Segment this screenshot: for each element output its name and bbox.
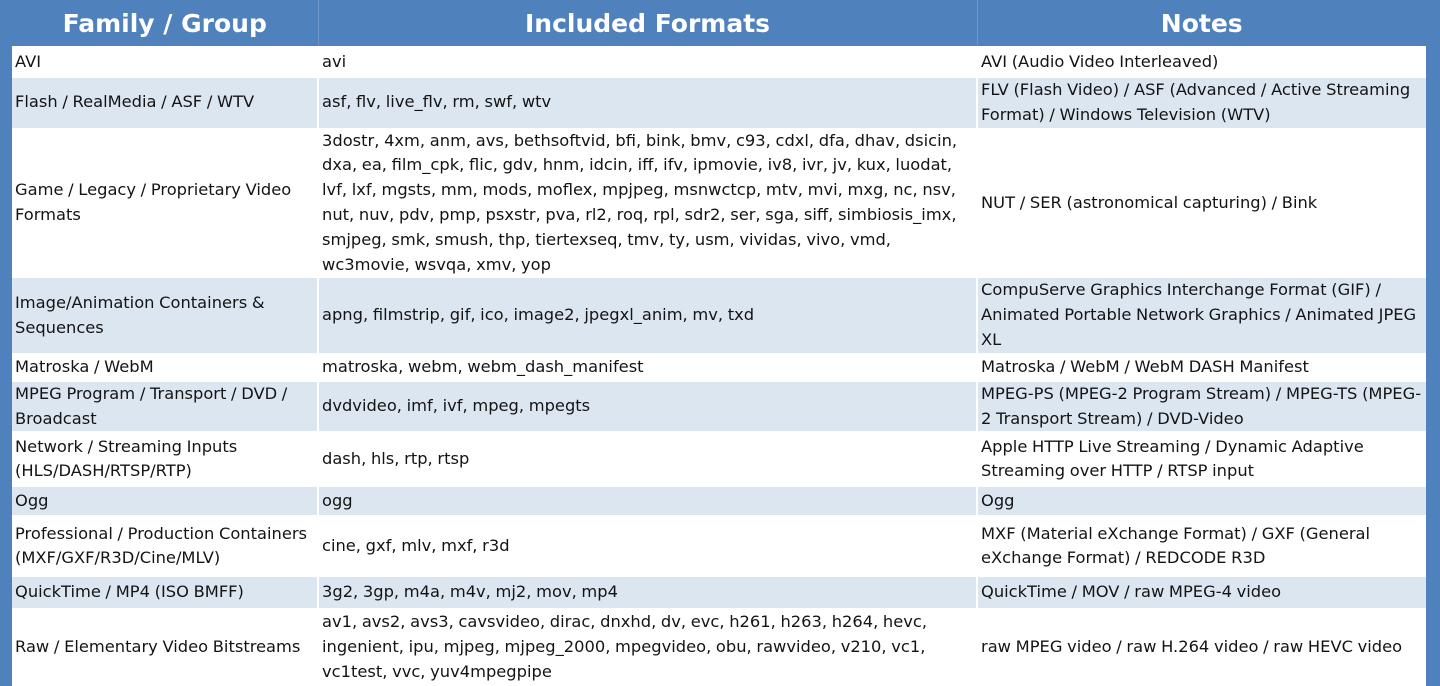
table-row — [12, 78, 1426, 129]
header-family-group: Family / Group — [12, 0, 318, 47]
formats-cell: matroska, webm, webm_dash_manifest — [318, 353, 977, 381]
formats-cell: apng, filmstrip, gif, ico, image2, jpegxl_anim, mv, txd — [318, 278, 977, 353]
formats-cell: ogg — [318, 487, 977, 516]
family-cell: QuickTime / MP4 (ISO BMFF) — [12, 577, 318, 609]
notes-cell: Apple HTTP Live Streaming / Dynamic Adaptive Streaming over HTTP / RTSP input — [977, 432, 1426, 487]
table-row — [12, 432, 1426, 487]
family-cell: Game / Legacy / Proprietary Video Formats — [12, 128, 318, 278]
formats-cell: 3g2, 3gp, m4a, m4v, mj2, mov, mp4 — [318, 577, 977, 609]
table-row — [12, 516, 1426, 577]
notes-cell: QuickTime / MOV / raw MPEG-4 video — [977, 577, 1426, 609]
table-row — [12, 353, 1426, 381]
header-notes: Notes — [977, 0, 1426, 47]
notes-cell: AVI (Audio Video Interleaved) — [977, 47, 1426, 78]
table-row — [12, 487, 1426, 516]
family-cell: MPEG Program / Transport / DVD / Broadcast — [12, 381, 318, 432]
table-row — [12, 609, 1426, 686]
formats-cell: dvdvideo, imf, ivf, mpeg, mpegts — [318, 381, 977, 432]
notes-cell: NUT / SER (astronomical capturing) / Bink — [977, 128, 1426, 278]
family-cell: AVI — [12, 47, 318, 78]
table-row — [12, 577, 1426, 609]
formats-cell: av1, avs2, avs3, cavsvideo, dirac, dnxhd, dv, evc, h261, h263, h264, hevc, ingenient, ipu, mjpeg, mjpeg_2000, mpegvideo, obu, rawvideo, v210, vc1, vc1test, vvc, yuv4mpegpipe — [318, 609, 977, 686]
family-cell: Flash / RealMedia / ASF / WTV — [12, 78, 318, 129]
notes-cell: Matroska / WebM / WebM DASH Manifest — [977, 353, 1426, 381]
formats-cell: avi — [318, 47, 977, 78]
notes-cell: FLV (Flash Video) / ASF (Advanced / Active Streaming Format) / Windows Television (WTV) — [977, 78, 1426, 129]
table-row — [12, 128, 1426, 278]
header-included-formats: Included Formats — [318, 0, 977, 47]
table-row — [12, 278, 1426, 353]
family-cell: Ogg — [12, 487, 318, 516]
formats-table — [12, 0, 1426, 686]
table-row — [12, 381, 1426, 432]
notes-cell: raw MPEG video / raw H.264 video / raw HEVC video — [977, 609, 1426, 686]
family-cell: Image/Animation Containers & Sequences — [12, 278, 318, 353]
family-cell: Network / Streaming Inputs (HLS/DASH/RTSP/RTP) — [12, 432, 318, 487]
family-cell: Matroska / WebM — [12, 353, 318, 381]
notes-cell: MPEG-PS (MPEG-2 Program Stream) / MPEG-TS (MPEG-2 Transport Stream) / DVD-Video — [977, 381, 1426, 432]
family-cell: Raw / Elementary Video Bitstreams — [12, 609, 318, 686]
header-row — [12, 0, 1426, 47]
table-body — [12, 47, 1426, 686]
family-cell: Professional / Production Containers (MXF/GXF/R3D/Cine/MLV) — [12, 516, 318, 577]
formats-cell: 3dostr, 4xm, anm, avs, bethsoftvid, bfi, bink, bmv, c93, cdxl, dfa, dhav, dsicin, dxa, ea, film_cpk, flic, gdv, hnm, idcin, iff, ifv, ipmovie, iv8, ivr, jv, kux, luodat, lvf, lxf, mgsts, mm, mods, moflex, mpjpeg, msnwctcp, mtv, mvi, mxg, nc, nsv, nut, nuv, pdv, pmp, psxstr, pva, rl2, roq, rpl, sdr2, ser, sga, siff, simbiosis_imx, smjpeg, smk, smush, thp, tiertexseq, tmv, ty, usm, vividas, vivo, vmd, wc3movie, wsvqa, xmv, yop — [318, 128, 977, 278]
notes-cell: MXF (Material eXchange Format) / GXF (General eXchange Format) / REDCODE R3D — [977, 516, 1426, 577]
notes-cell: CompuServe Graphics Interchange Format (GIF) / Animated Portable Network Graphics / Animated JPEG XL — [977, 278, 1426, 353]
table-header — [12, 0, 1426, 47]
formats-cell: dash, hls, rtp, rtsp — [318, 432, 977, 487]
notes-cell: Ogg — [977, 487, 1426, 516]
formats-cell: cine, gxf, mlv, mxf, r3d — [318, 516, 977, 577]
formats-cell: asf, flv, live_flv, rm, swf, wtv — [318, 78, 977, 129]
table-row — [12, 47, 1426, 78]
